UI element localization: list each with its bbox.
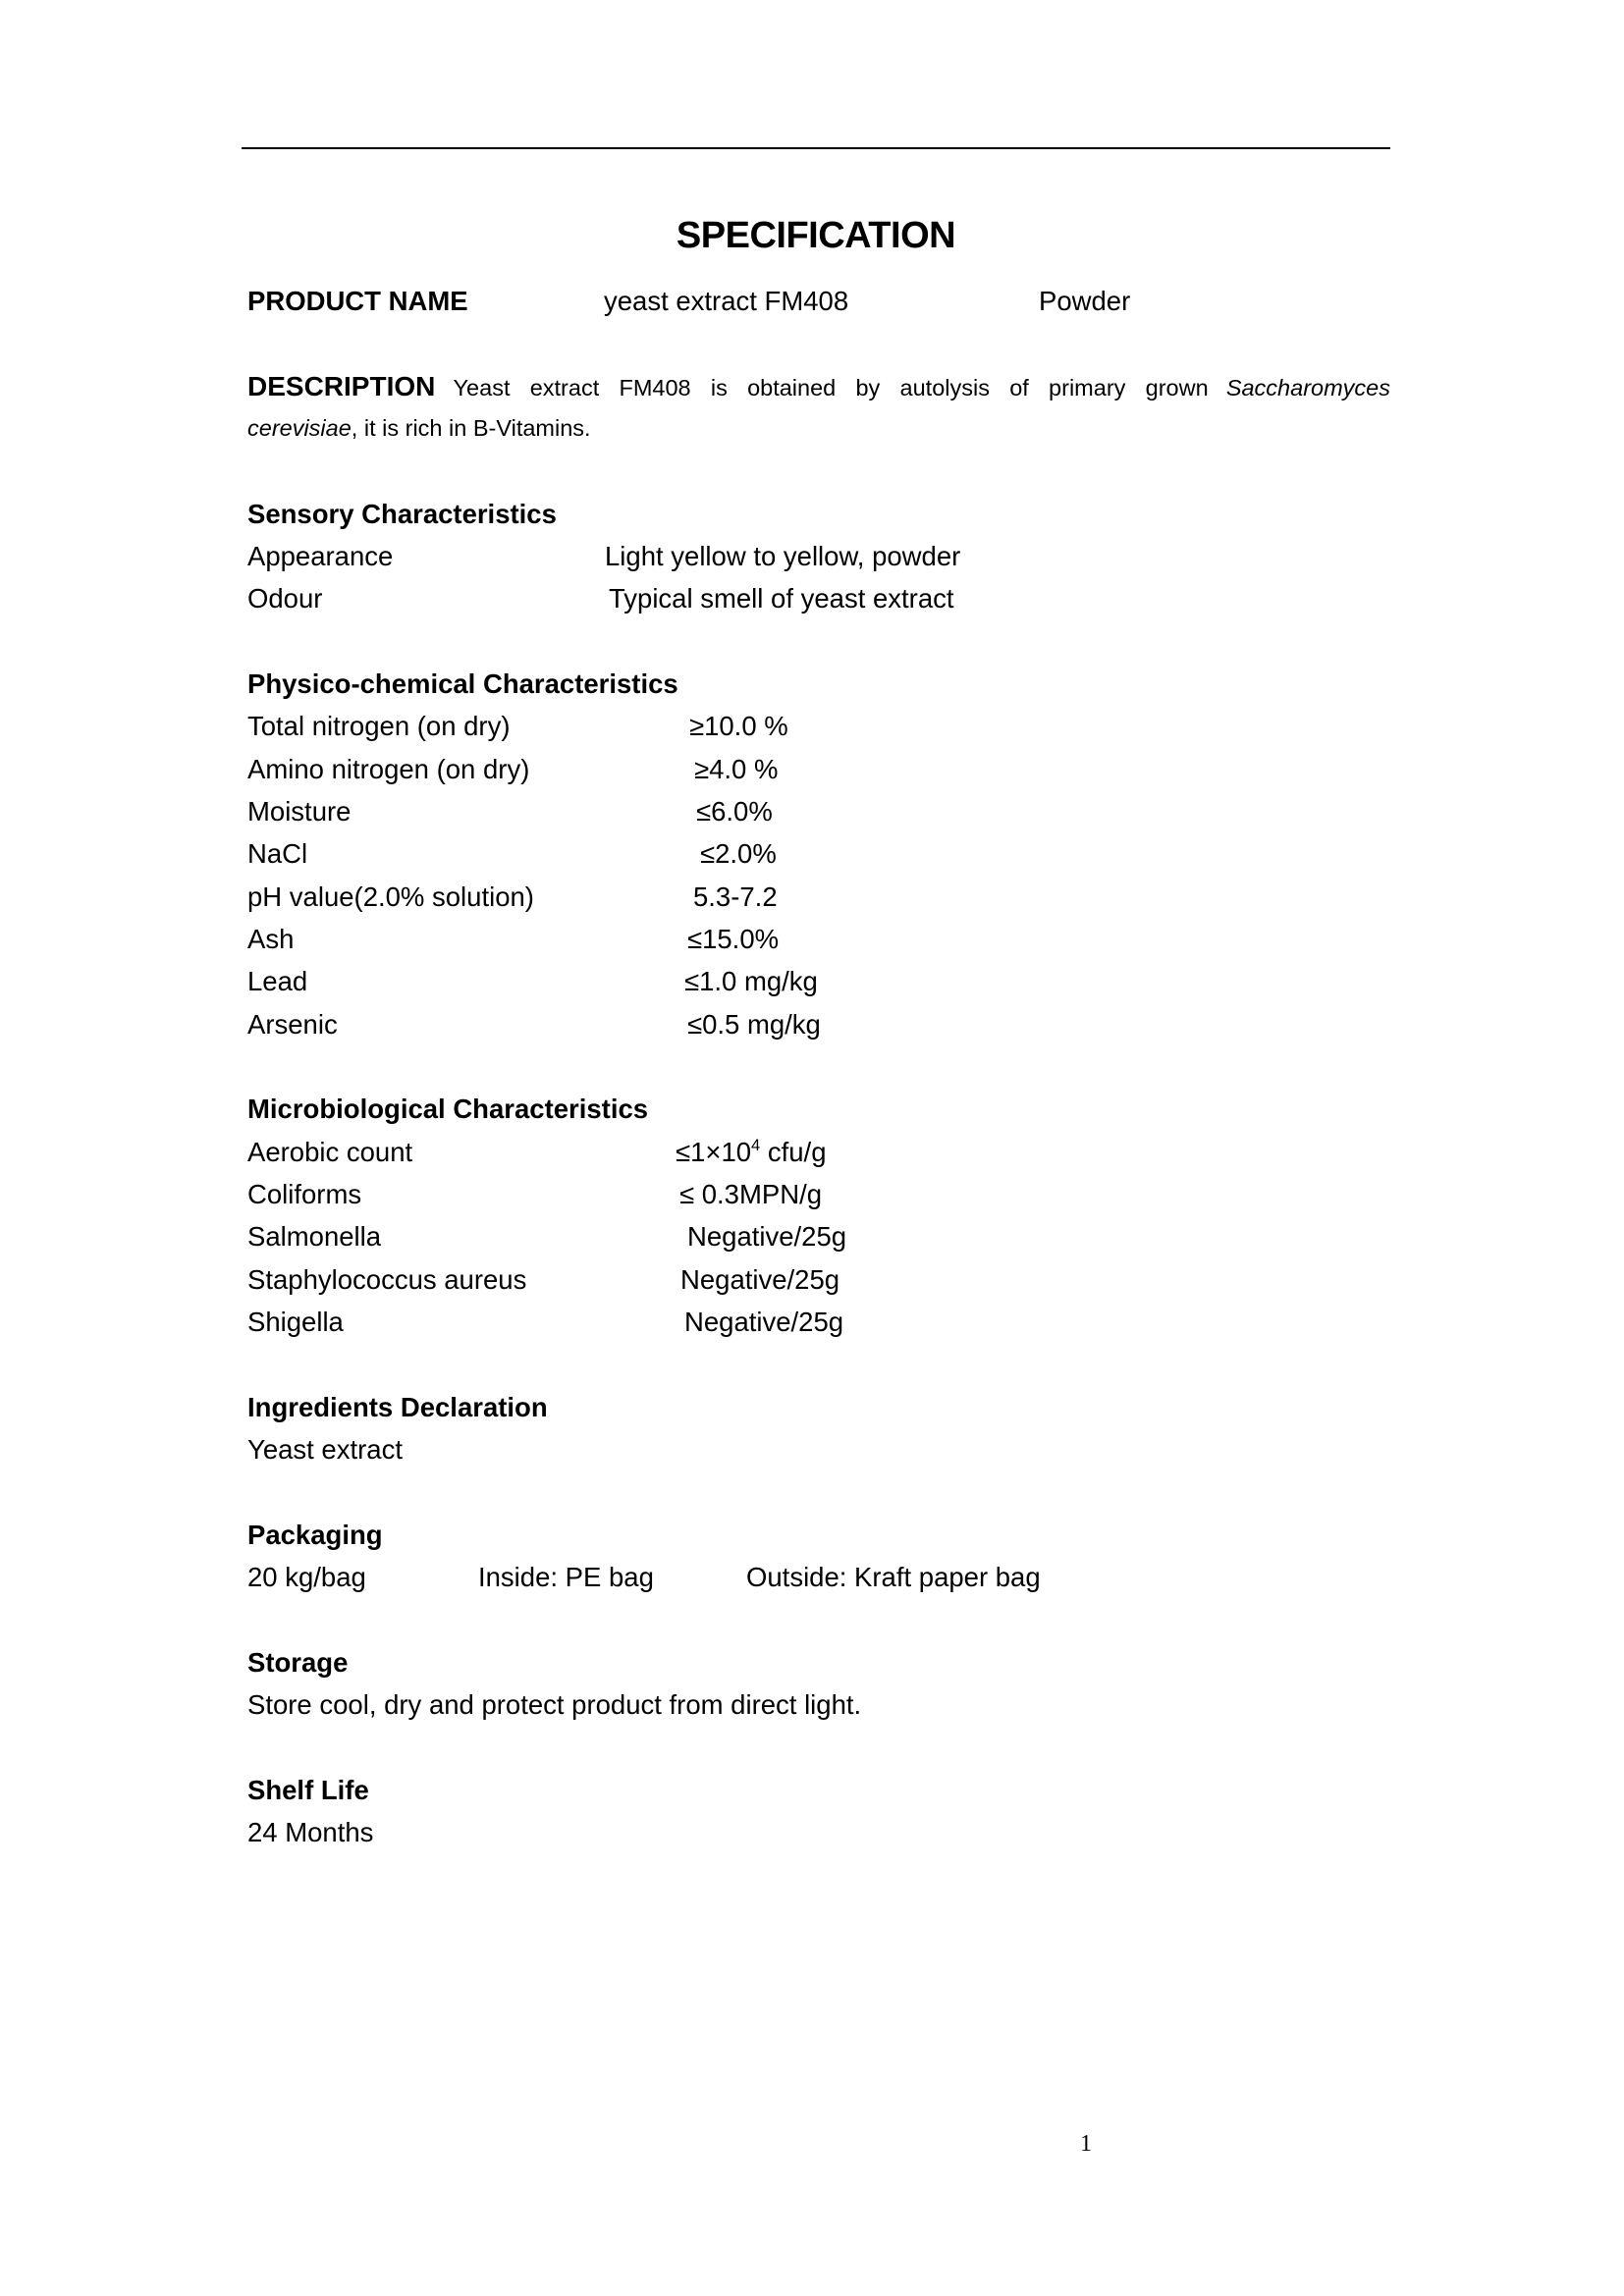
page-number: 1 — [1080, 2131, 1092, 2157]
product-form-value: Powder — [1039, 286, 1131, 316]
physico-label: Arsenic — [247, 1008, 338, 1040]
physico-heading: Physico-chemical Characteristics — [247, 668, 678, 699]
ingredients-heading: Ingredients Declaration — [247, 1391, 548, 1422]
micro-value: Negative/25g — [687, 1221, 847, 1253]
micro-value: ≤ 0.3MPN/g — [679, 1179, 823, 1209]
micro-label: Aerobic count — [247, 1136, 413, 1167]
physico-label: Lead — [247, 966, 308, 997]
product-name-row — [0, 280, 1624, 322]
packaging-outside: Outside: Kraft paper bag — [746, 1562, 1041, 1592]
packaging-heading-row — [0, 1514, 1624, 1556]
physico-value: ≥10.0 % — [689, 711, 788, 742]
description-row-2 — [0, 407, 1624, 450]
physico-row — [0, 918, 1624, 960]
physico-value: ≤1.0 mg/kg — [684, 966, 818, 997]
physico-label: pH value(2.0% solution) — [247, 881, 534, 912]
sensory-label: Appearance — [247, 541, 394, 571]
product-name-value: yeast extract FM408 — [604, 286, 849, 316]
description-species-epithet: cerevisiae — [247, 415, 352, 441]
physico-label: NaCl — [247, 838, 308, 870]
physico-label: Amino nitrogen (on dry) — [247, 753, 530, 784]
storage-text: Store cool, dry and protect product from direct light. — [247, 1689, 862, 1720]
sensory-value: Typical smell of yeast extract — [609, 583, 954, 614]
physico-row — [0, 1003, 1624, 1045]
description-label: DESCRIPTION — [247, 370, 436, 401]
description-paragraph-line1 — [247, 365, 1390, 412]
physico-row — [0, 876, 1624, 918]
description-text: Yeast extract FM408 is obtained by autolysis of primary grown — [453, 374, 1209, 400]
shelf-life-heading-row — [0, 1769, 1624, 1811]
physico-row — [0, 960, 1624, 1002]
document-title: SPECIFICATION — [676, 215, 956, 256]
sensory-row — [0, 577, 1624, 619]
ingredients-row — [0, 1428, 1624, 1470]
physico-row — [0, 832, 1624, 875]
physico-heading-row — [0, 663, 1624, 705]
micro-label: Staphylococcus aureus — [247, 1263, 527, 1295]
micro-value: Negative/25g — [684, 1307, 844, 1337]
shelf-life-heading: Shelf Life — [247, 1774, 369, 1805]
storage-heading-row — [0, 1641, 1624, 1683]
micro-row — [0, 1301, 1624, 1343]
micro-row — [0, 1258, 1624, 1301]
header-rule — [242, 147, 1390, 149]
packaging-row — [0, 1556, 1624, 1598]
description-row-1 — [0, 365, 1624, 407]
shelf-life-row — [0, 1811, 1624, 1853]
physico-label: Ash — [247, 924, 295, 954]
micro-label: Coliforms — [247, 1179, 362, 1209]
packaging-weight: 20 kg/bag — [247, 1562, 366, 1592]
micro-heading-row — [0, 1088, 1624, 1130]
micro-value — [676, 1131, 827, 1178]
physico-value: ≤2.0% — [700, 838, 777, 870]
ingredients-heading-row — [0, 1386, 1624, 1428]
sensory-heading: Sensory Characteristics — [247, 498, 557, 529]
packaging-heading: Packaging — [247, 1519, 383, 1550]
physico-value: ≤0.5 mg/kg — [687, 1008, 821, 1040]
physico-label: Moisture — [247, 796, 352, 827]
micro-row — [0, 1173, 1624, 1215]
sensory-heading-row — [0, 493, 1624, 535]
physico-row — [0, 748, 1624, 790]
sensory-row — [0, 535, 1624, 577]
physico-value: ≤15.0% — [687, 924, 780, 954]
description-paragraph-line2 — [247, 407, 591, 450]
physico-row — [0, 705, 1624, 747]
product-name-label: PRODUCT NAME — [247, 286, 468, 316]
sensory-value: Light yellow to yellow, powder — [605, 541, 961, 571]
description-text-end: , it is rich in B-Vitamins. — [351, 415, 591, 441]
ingredients-text: Yeast extract — [247, 1434, 403, 1465]
micro-value-prefix: ≤1×10 — [676, 1136, 752, 1167]
sensory-label: Odour — [247, 583, 323, 614]
micro-heading: Microbiological Characteristics — [247, 1094, 649, 1125]
micro-value: Negative/25g — [680, 1263, 840, 1295]
micro-row — [0, 1131, 1624, 1173]
description-species-genus: Saccharomyces — [1225, 374, 1390, 400]
shelf-life-text: 24 Months — [247, 1817, 374, 1847]
storage-heading: Storage — [247, 1646, 349, 1678]
micro-value-suffix: cfu/g — [760, 1136, 827, 1167]
micro-label: Shigella — [247, 1307, 344, 1337]
packaging-inside: Inside: PE bag — [478, 1562, 654, 1592]
physico-value: ≥4.0 % — [694, 753, 779, 784]
micro-value-exponent: 4 — [751, 1136, 761, 1154]
physico-value: ≤6.0% — [696, 796, 773, 827]
storage-row — [0, 1683, 1624, 1726]
micro-label: Salmonella — [247, 1221, 382, 1253]
physico-row — [0, 790, 1624, 832]
micro-row — [0, 1215, 1624, 1257]
physico-value: 5.3-7.2 — [693, 881, 778, 912]
physico-label: Total nitrogen (on dry) — [247, 711, 511, 742]
